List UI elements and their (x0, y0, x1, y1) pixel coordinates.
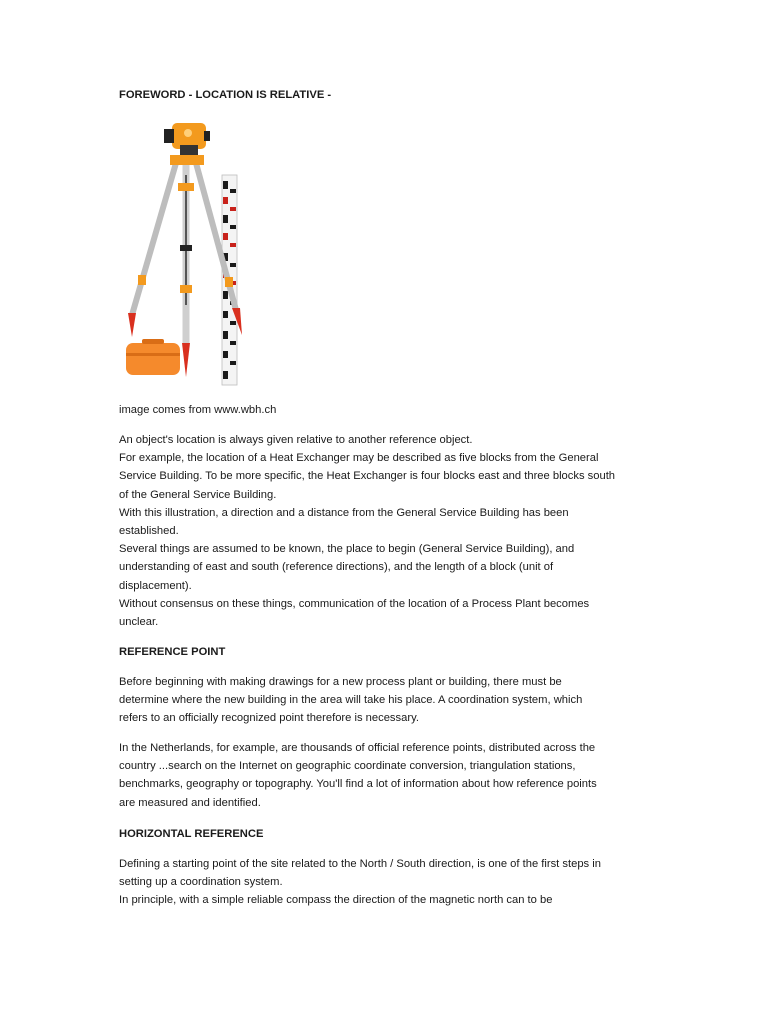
text-line: established. (119, 525, 179, 538)
text-line: determine where the new building in the area will take his place. A coordination system, which (119, 694, 583, 707)
text-line: An object's location is always given relative to another reference object. (119, 434, 473, 446)
page-title: FOREWORD - LOCATION IS RELATIVE - (119, 89, 332, 101)
level-instrument (164, 123, 210, 165)
text-line: country ...search on the Internet on geographic coordinate conversion, triangulation stations, (119, 760, 576, 773)
text-line: In principle, with a simple reliable compass the direction of the magnetic north can to be (119, 894, 553, 907)
text-line: Before beginning with making drawings for a new process plant or building, there must be (119, 676, 562, 688)
text-line: In the Netherlands, for example, are thousands of official reference points, distributed across the (119, 742, 596, 754)
instrument-case (126, 339, 180, 375)
text-line: are measured and identified. (119, 796, 261, 809)
text-line: benchmarks, geography or topography. You'll find a lot of information about how reference points (119, 778, 597, 791)
reference-point-paragraph-2 (119, 739, 679, 812)
horizontal-reference-paragraph (119, 855, 679, 910)
text-line: setting up a coordination system. (119, 876, 283, 889)
intro-paragraph (119, 431, 679, 631)
text-line: Service Building. To be more specific, the Heat Exchanger is four blocks east and three blocks south (119, 470, 616, 483)
text-line: unclear. (119, 616, 159, 629)
text-line: refers to an officially recognized point therefore is necessary. (119, 712, 419, 725)
text-line: Several things are assumed to be known, the place to begin (General Service Building), and (119, 543, 575, 556)
figure-caption: image comes from www.wbh.ch (119, 404, 277, 416)
reference-point-paragraph-1 (119, 673, 679, 728)
text-line: displacement). (119, 579, 192, 592)
section-heading-reference-point: REFERENCE POINT (119, 646, 226, 658)
text-line: understanding of east and south (reference directions), and the length of a block (unit of (119, 561, 554, 574)
text-line: Without consensus on these things, communication of the location of a Process Plant becomes (119, 597, 590, 610)
text-line: Defining a starting point of the site related to the North / South direction, is one of the first steps in (119, 858, 601, 870)
text-line: With this illustration, a direction and a distance from the General Service Building has been (119, 506, 569, 519)
surveying-level-tripod-illustration (118, 115, 253, 387)
section-heading-horizontal-reference: HORIZONTAL REFERENCE (119, 828, 264, 840)
text-line: For example, the location of a Heat Exchanger may be described as five blocks from the General (119, 452, 599, 465)
text-line: of the General Service Building. (119, 488, 277, 501)
